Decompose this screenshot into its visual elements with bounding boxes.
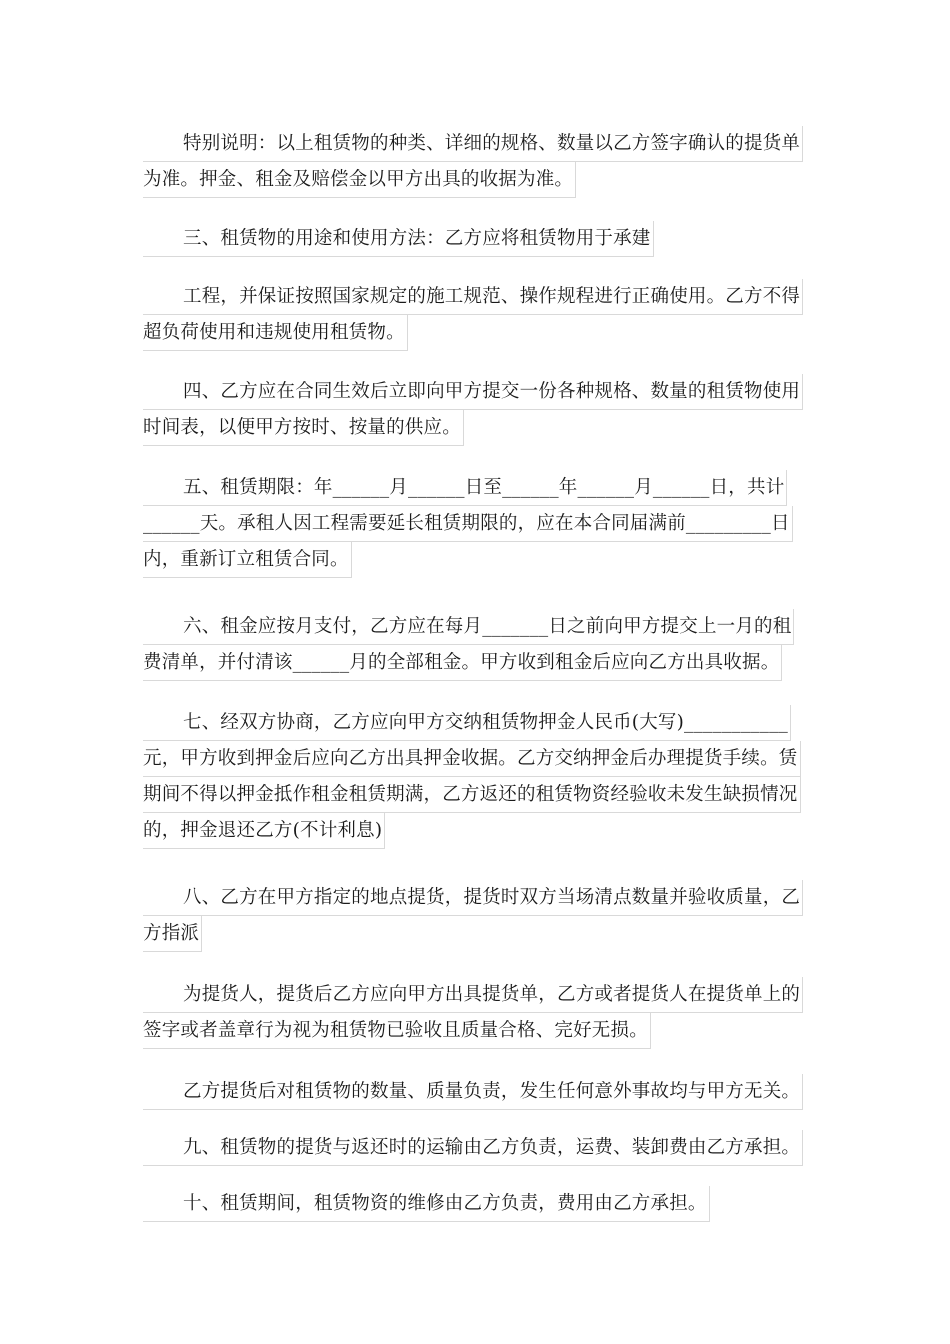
text-line: 方指派 xyxy=(143,916,807,952)
text-line: 期间不得以押金抵作租金租赁期满，乙方返还的租赁物资经验收未发生缺损情况 xyxy=(143,777,807,813)
paragraph-10 xyxy=(143,1186,807,1222)
text-line: 乙方提货后对租赁物的数量、质量负责，发生任何意外事故均与甲方无关。 xyxy=(143,1074,807,1110)
text-line: 七、经双方协商，乙方应向甲方交纳租赁物押金人民币(大写)___________ xyxy=(143,705,807,741)
paragraph-6 xyxy=(143,609,807,681)
paragraph-3-cont xyxy=(143,279,807,351)
text-line: 元，甲方收到押金后应向乙方出具押金收据。乙方交纳押金后办理提货手续。赁 xyxy=(143,741,807,777)
text-line: 的，押金退还乙方(不计利息) xyxy=(143,813,807,849)
paragraph-7 xyxy=(143,705,807,849)
text-line: 八、乙方在甲方指定的地点提货，提货时双方当场清点数量并验收质量，乙 xyxy=(143,880,807,916)
paragraph-9 xyxy=(143,1130,807,1166)
text-line: 九、租赁物的提货与返还时的运输由乙方负责，运费、装卸费由乙方承担。 xyxy=(143,1130,807,1166)
text-line: 时间表，以便甲方按时、按量的供应。 xyxy=(143,410,807,446)
paragraph-5 xyxy=(143,470,807,578)
text-line: 特别说明：以上租赁物的种类、详细的规格、数量以乙方签字确认的提货单 xyxy=(143,126,807,162)
text-line: 内，重新订立租赁合同。 xyxy=(143,542,807,578)
text-line: 超负荷使用和违规使用租赁物。 xyxy=(143,315,807,351)
text-line: 费清单，并付清该______月的全部租金。甲方收到租金后应向乙方出具收据。 xyxy=(143,645,807,681)
paragraph-8-liability xyxy=(143,1074,807,1110)
text-line: 签字或者盖章行为视为租赁物已验收且质量合格、完好无损。 xyxy=(143,1013,807,1049)
paragraph-8-cont xyxy=(143,977,807,1049)
text-line: 十、租赁期间，租赁物资的维修由乙方负责，费用由乙方承担。 xyxy=(143,1186,807,1222)
text-line: 四、乙方应在合同生效后立即向甲方提交一份各种规格、数量的租赁物使用 xyxy=(143,374,807,410)
text-line: ______天。承租人因工程需要延长租赁期限的，应在本合同届满前_________日 xyxy=(143,506,807,542)
text-line: 五、租赁期限：年______月______日至______年______月______日，共计 xyxy=(143,470,807,506)
text-line: 三、租赁物的用途和使用方法：乙方应将租赁物用于承建 xyxy=(143,221,807,257)
text-line: 为准。押金、租金及赔偿金以甲方出具的收据为准。 xyxy=(143,162,807,198)
paragraph-special-note xyxy=(143,126,807,198)
paragraph-3 xyxy=(143,221,807,257)
text-line: 六、租金应按月支付，乙方应在每月_______日之前向甲方提交上一月的租 xyxy=(143,609,807,645)
text-line: 为提货人，提货后乙方应向甲方出具提货单，乙方或者提货人在提货单上的 xyxy=(143,977,807,1013)
paragraph-8 xyxy=(143,880,807,952)
paragraph-4 xyxy=(143,374,807,446)
text-line: 工程，并保证按照国家规定的施工规范、操作规程进行正确使用。乙方不得 xyxy=(143,279,807,315)
